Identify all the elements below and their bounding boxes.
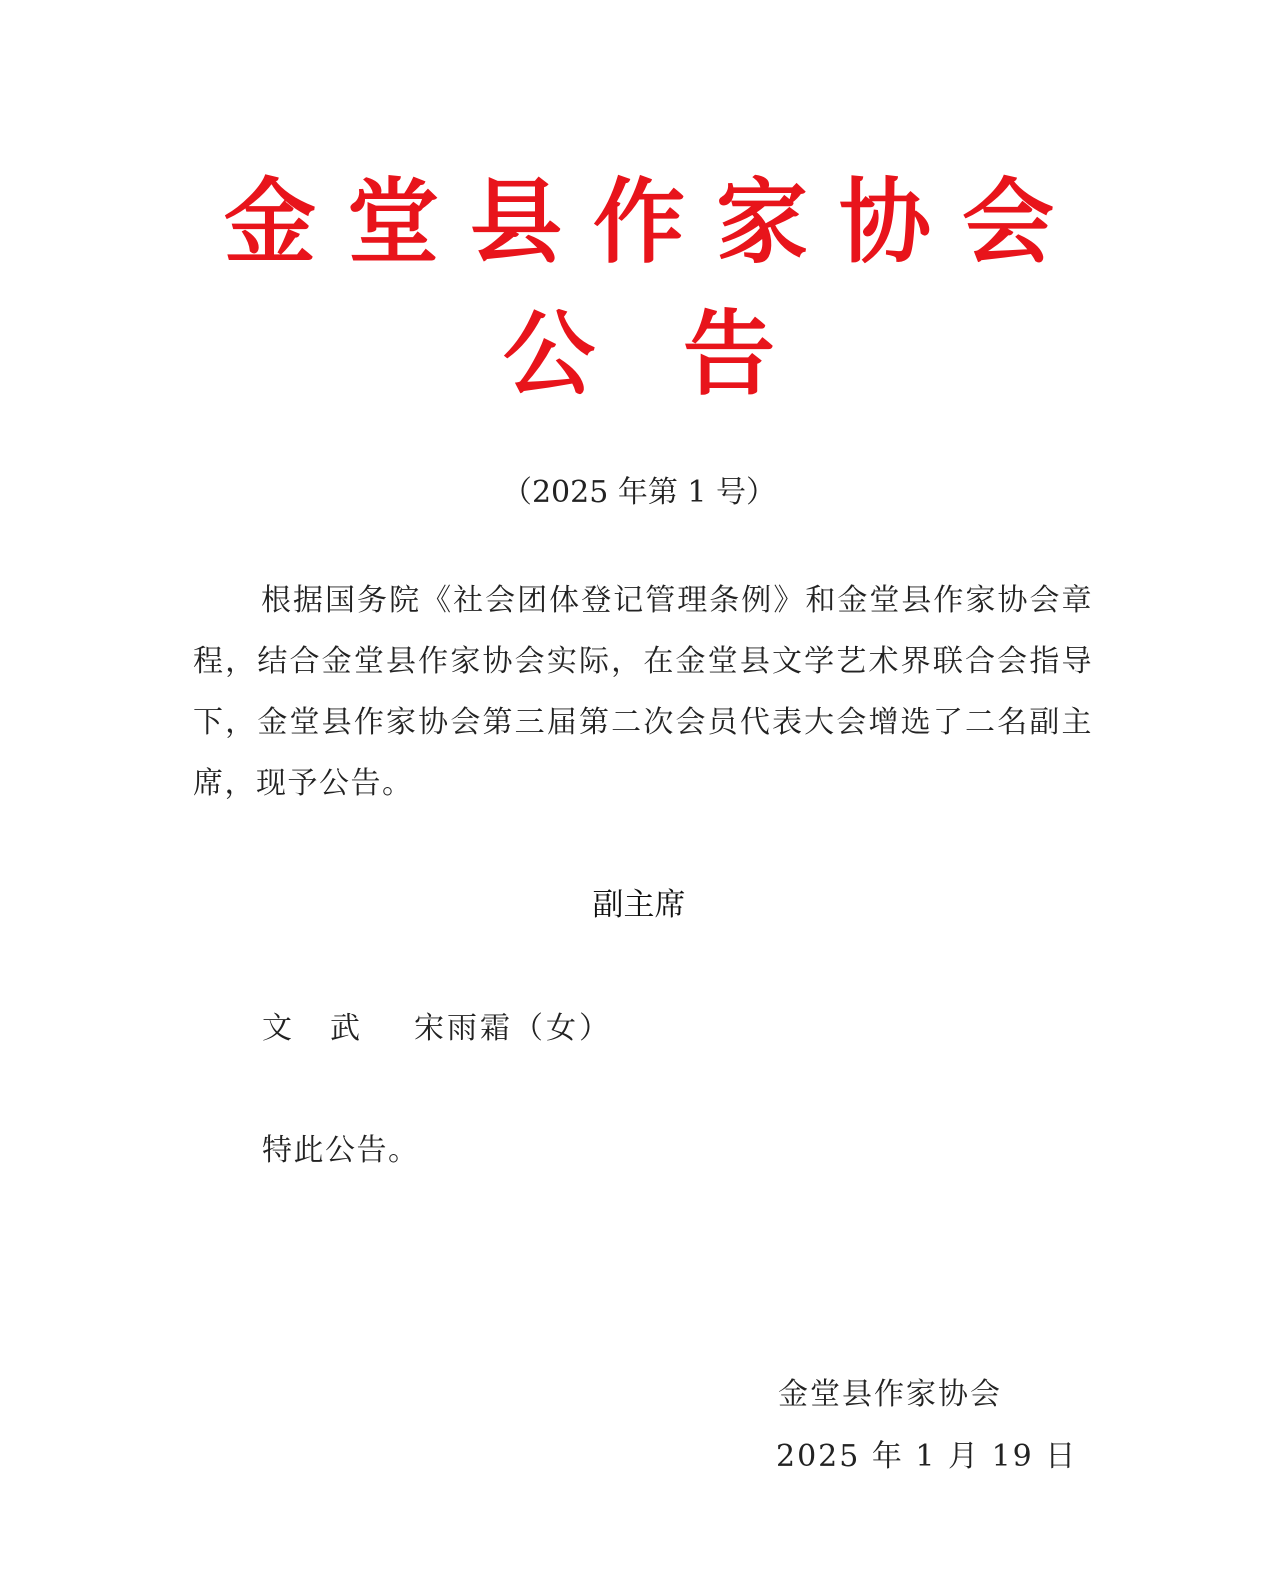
name-item: 宋雨霜（女）	[414, 1011, 612, 1046]
body-paragraph: 根据国务院《社会团体登记管理条例》和金堂县作家协会章程，结合金堂县作家协会实际，在金堂县文学艺术界联合会指导下，金堂县作家协会第三届第二次会员代表大会增选了二名副主席，现予公告。	[193, 583, 1093, 801]
name-item: 文武	[262, 1011, 398, 1046]
document-number: （2025 年第 1 号）	[501, 475, 777, 510]
signature-date: 2025 年 1 月 19 日	[776, 1439, 1078, 1474]
section-heading: 副主席	[592, 887, 686, 923]
notice-title: 公告	[502, 301, 863, 408]
names-list	[262, 1006, 612, 1052]
organization-title: 金堂县作家协会	[223, 169, 1085, 276]
signature-organization: 金堂县作家协会	[778, 1377, 1002, 1412]
closing-text: 特此公告。	[262, 1133, 420, 1168]
